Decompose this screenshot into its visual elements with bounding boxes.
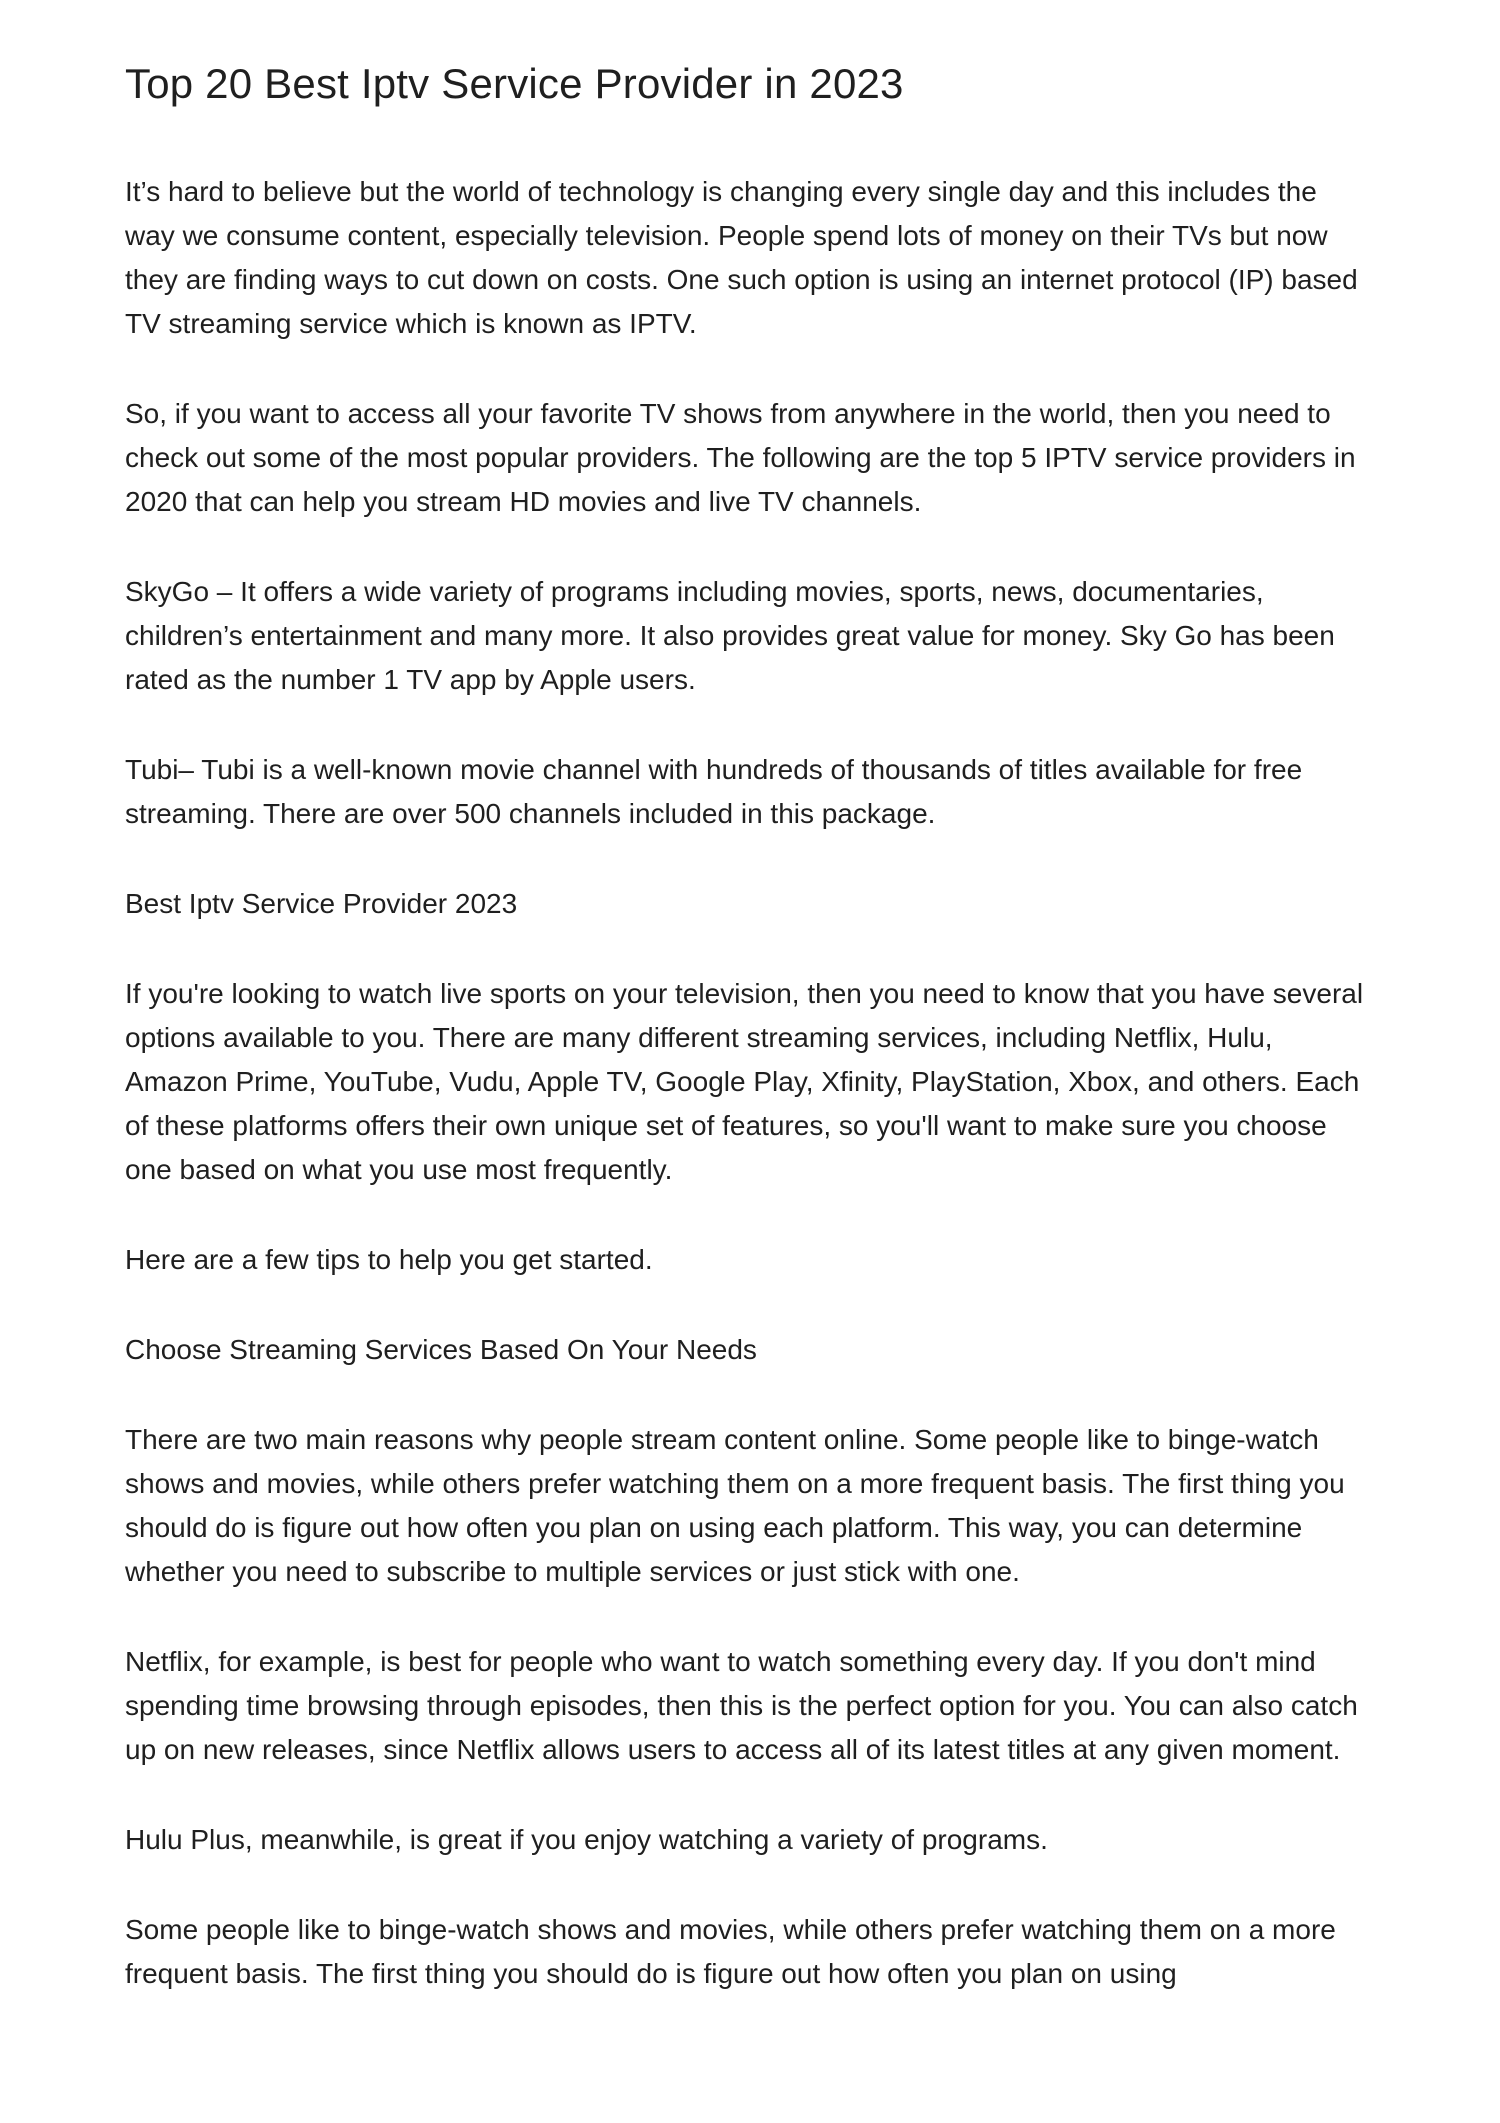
subheading-best-iptv-2023: Best Iptv Service Provider 2023 [125,888,518,919]
paragraph-two-main-reasons: There are two main reasons why people stream content online. Some people like to binge-watch shows and movies, while others prefer watching them on a more frequent basis. The first thing you should do is figure out how often you plan on using each platform. This way, you can determine whether you need to subscribe to multiple services or just stick with one. [125,1424,1345,1587]
paragraph-hulu-plus: Hulu Plus, meanwhile, is great if you enjoy watching a variety of programs. [125,1824,1048,1855]
paragraph-tips-intro: Here are a few tips to help you get started. [125,1244,653,1275]
paragraph-tubi: Tubi– Tubi is a well-known movie channel with hundreds of thousands of titles available for free streaming. There are over 500 channels included in this package. [125,754,1303,829]
paragraph-top5-intro: So, if you want to access all your favorite TV shows from anywhere in the world, then you need to check out some of the most popular providers. The following are the top 5 IPTV service providers in 2020 that can help you stream HD movies and live TV channels. [125,398,1356,517]
document-title: Top 20 Best Iptv Service Provider in 2023 [125,60,904,107]
paragraph-netflix: Netflix, for example, is best for people who want to watch something every day. If you don't mind spending time browsing through episodes, then this is the perfect option for you. You can also catch up on new releases, since Netflix allows users to access all of its latest titles at any given moment. [125,1646,1358,1765]
subheading-choose-streaming-services: Choose Streaming Services Based On Your Needs [125,1334,757,1365]
intro-paragraph: It’s hard to believe but the world of technology is changing every single day and this includes the way we consume content, especially television. People spend lots of money on their TVs but now they are finding ways to cut down on costs. One such option is using an internet protocol (IP) based TV streaming service which is known as IPTV. [125,176,1358,339]
paragraph-streaming-options: If you're looking to watch live sports on your television, then you need to know that you have several options available to you. There are many different streaming services, including Netflix, Hulu, Amazon Prime, YouTube, Vudu, Apple TV, Google Play, Xfinity, PlayStation, Xbox, and others. Each of these platforms offers their own unique set of features, so you'll want to make sure you choose one based on what you use most frequently. [125,978,1364,1185]
document-body [125,170,1375,1996]
paragraph-skygo: SkyGo – It offers a wide variety of programs including movies, sports, news, documentaries, children’s entertainment and many more. It also provides great value for money. Sky Go has been rated as the number 1 TV app by Apple users. [125,576,1335,695]
paragraph-binge-watch-truncated: Some people like to binge-watch shows and movies, while others prefer watching them on a more frequent basis. The first thing you should do is figure out how often you plan on using [125,1914,1336,1989]
